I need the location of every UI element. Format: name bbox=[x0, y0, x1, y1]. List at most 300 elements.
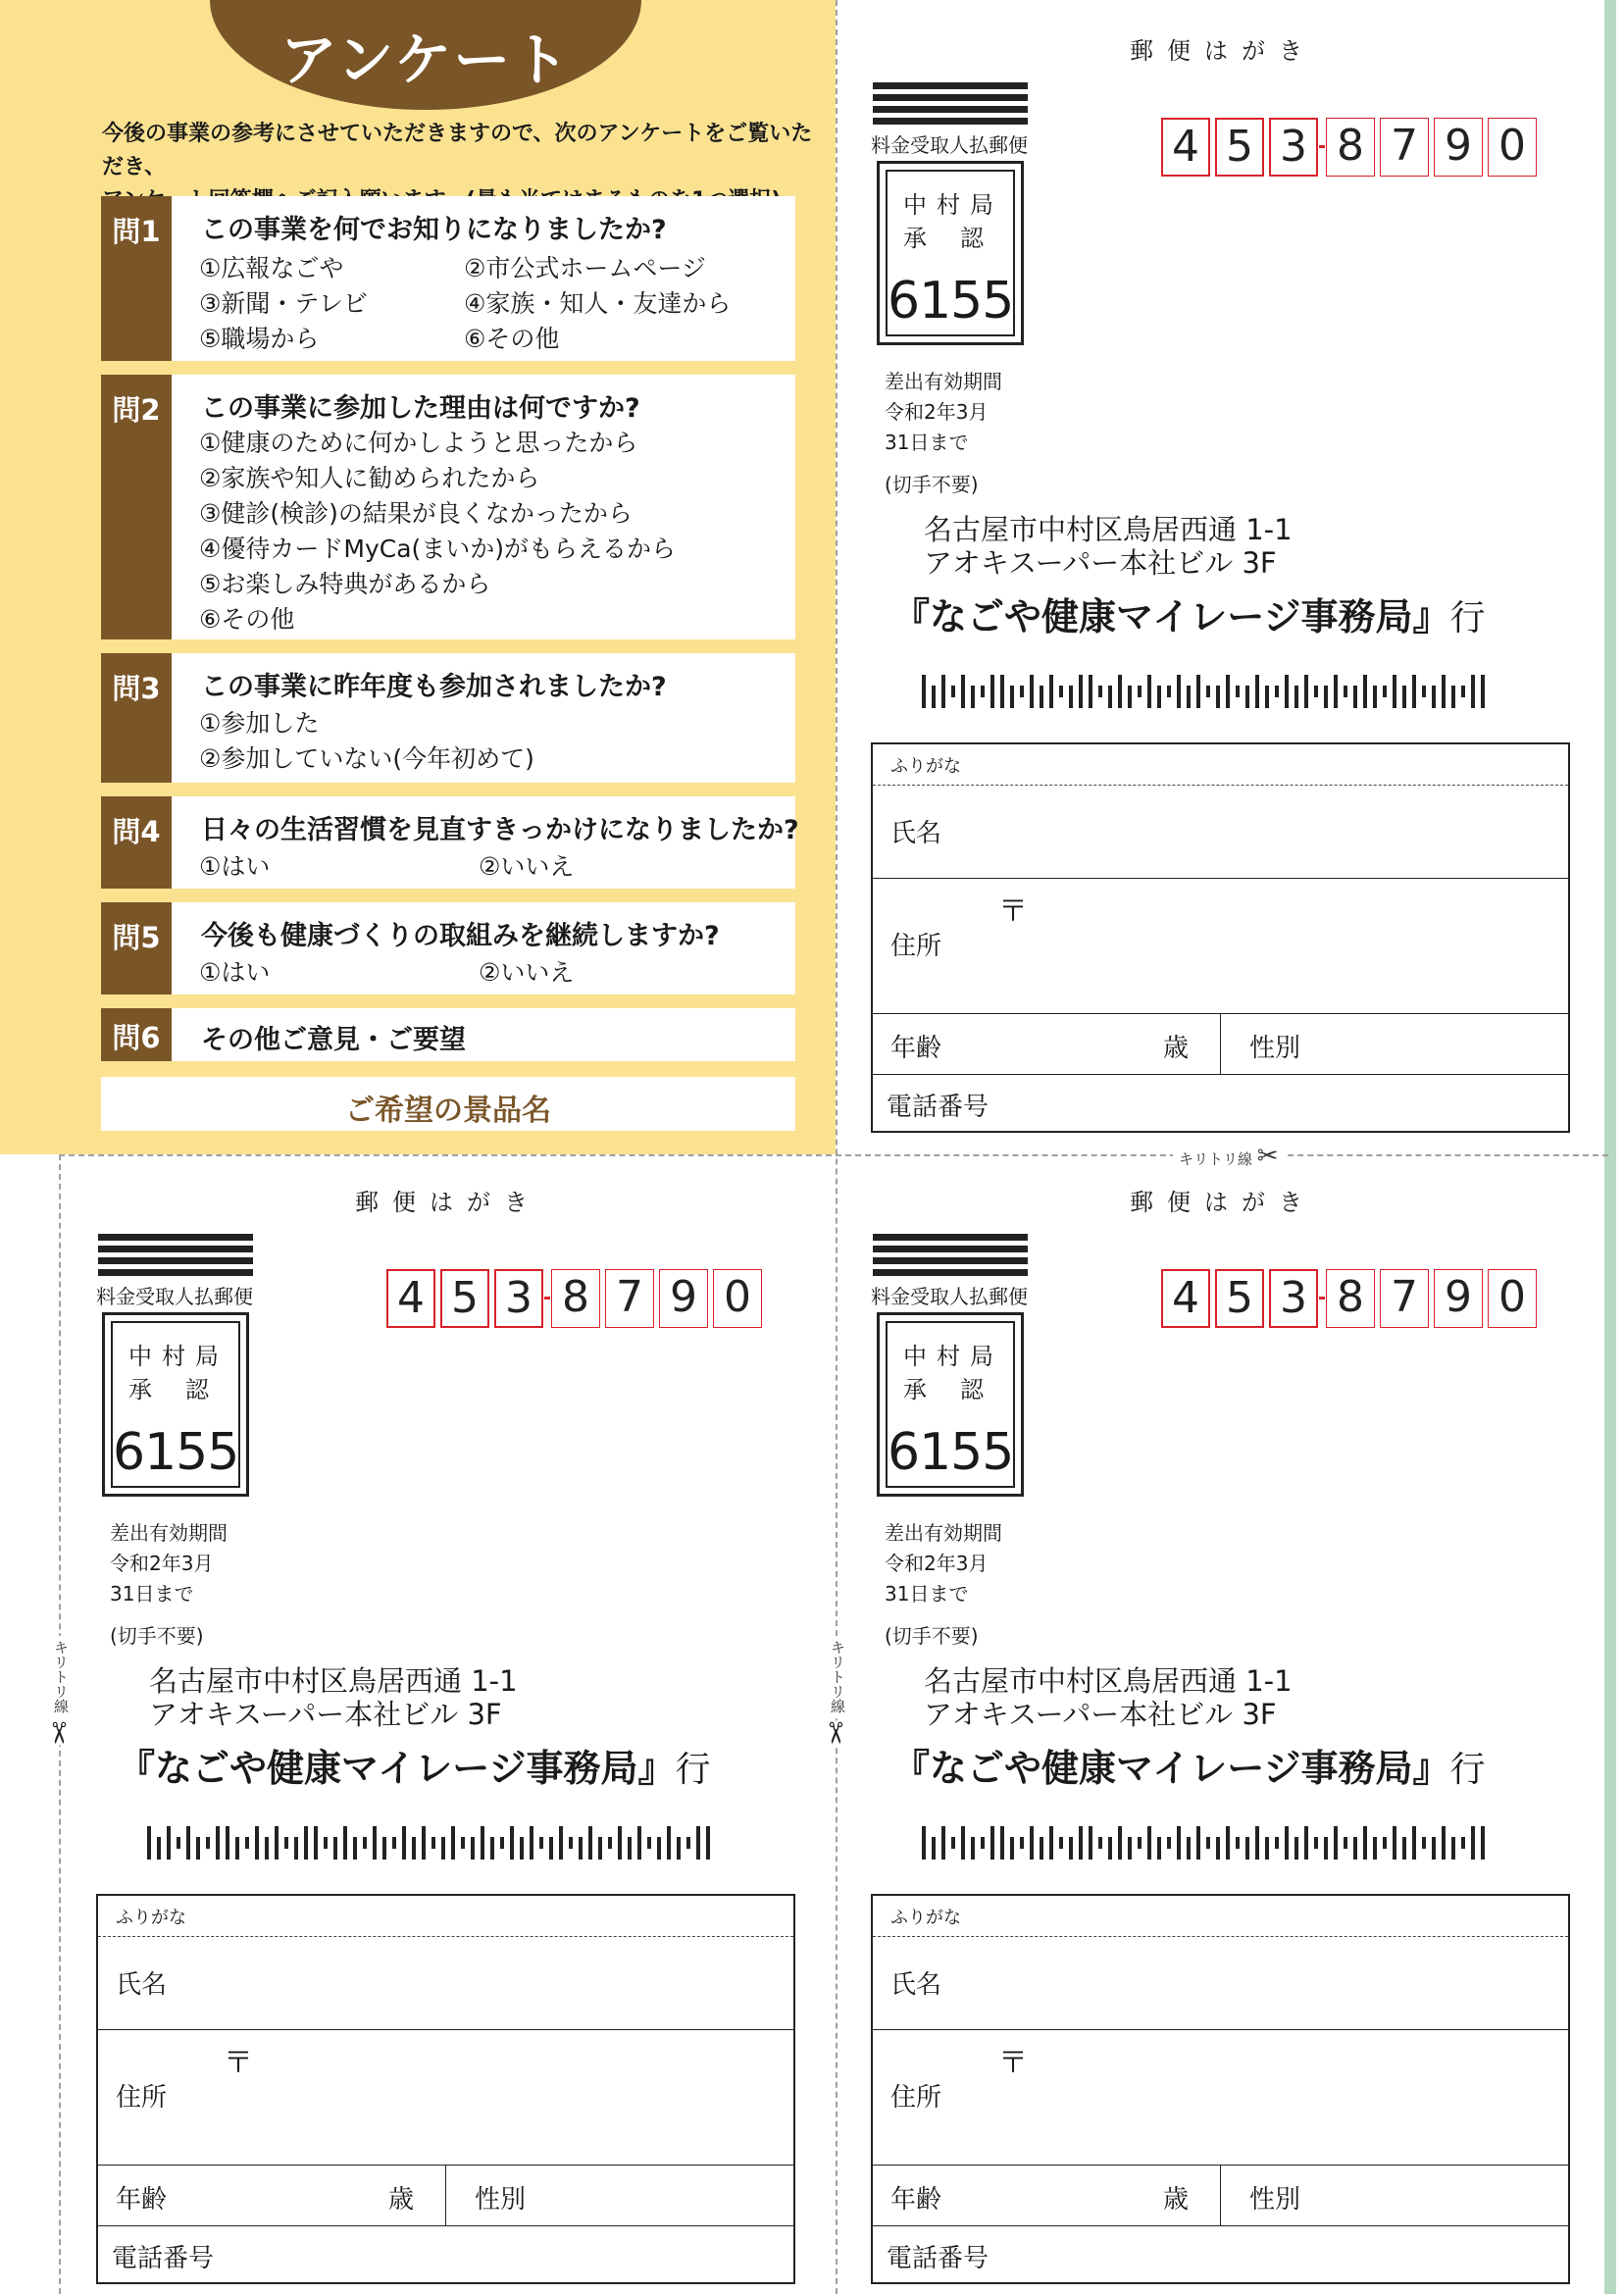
address-field[interactable] bbox=[98, 2029, 793, 2165]
barcode-bar bbox=[1128, 1837, 1132, 1860]
barcode-bar bbox=[1383, 686, 1387, 697]
barcode-bar bbox=[353, 1837, 357, 1860]
question-option: ②参加していない(今年初めて) bbox=[199, 744, 534, 773]
recipient-address-line: 名古屋市中村区鳥居西通 1-1 bbox=[924, 513, 1293, 546]
barcode-bar bbox=[932, 686, 936, 708]
barcode-bar bbox=[1167, 686, 1171, 697]
validity-line: 差出有効期間 bbox=[885, 370, 1002, 393]
zip-digit: 7 bbox=[605, 1269, 654, 1328]
barcode-bar bbox=[265, 1837, 269, 1860]
barcode-bar bbox=[1206, 686, 1210, 697]
question-number: 問6 bbox=[112, 1021, 161, 1054]
name-field[interactable] bbox=[98, 1937, 793, 2027]
barcode-bar bbox=[1373, 1837, 1377, 1860]
barcode-bar bbox=[1324, 1837, 1328, 1860]
address-field[interactable] bbox=[873, 2029, 1568, 2165]
question-tab bbox=[101, 196, 172, 361]
recipient-suffix: 行 bbox=[1449, 1750, 1486, 1790]
question-tab bbox=[101, 375, 172, 639]
barcode-bar bbox=[628, 1837, 632, 1860]
barcode-bar bbox=[608, 1837, 612, 1849]
cut-line-label-text: キリトリ線 bbox=[1179, 1150, 1253, 1168]
barcode-bar bbox=[481, 1826, 484, 1860]
barcode-bar bbox=[294, 1837, 298, 1860]
barcode-bar bbox=[1265, 686, 1269, 708]
barcode-bar bbox=[471, 1837, 475, 1860]
approval-stamp-inner bbox=[886, 170, 1015, 336]
question-option: ④優待カードMyCa(まいか)がもらえるから bbox=[199, 535, 677, 563]
postal-bars bbox=[873, 1234, 1028, 1281]
barcode-bar bbox=[530, 1826, 533, 1860]
question-option: ②いいえ bbox=[479, 852, 575, 881]
approval-stamp-inner bbox=[886, 1321, 1015, 1488]
age-field[interactable] bbox=[98, 2166, 445, 2226]
barcode-bar bbox=[1402, 1837, 1406, 1860]
approval-stamp-inner bbox=[111, 1321, 240, 1488]
zip-digit: 7 bbox=[1380, 118, 1429, 177]
question-option: ②市公式ホームページ bbox=[464, 254, 706, 282]
zip-digit: 8 bbox=[1326, 1269, 1375, 1328]
phone-field[interactable] bbox=[98, 2225, 793, 2284]
scissors-icon: ✂ bbox=[1256, 1142, 1279, 1171]
zip-digit: 9 bbox=[1434, 1269, 1483, 1328]
zip-digit: 5 bbox=[1215, 1269, 1264, 1328]
zip-digit: 4 bbox=[1161, 1269, 1210, 1328]
age-unit: 歳 bbox=[388, 2185, 415, 2215]
age-unit: 歳 bbox=[1163, 1034, 1190, 1063]
name-label: 氏名 bbox=[890, 819, 942, 848]
barcode-bar bbox=[647, 1837, 651, 1849]
barcode-bar bbox=[510, 1826, 514, 1860]
question-tab bbox=[101, 796, 172, 889]
barcode-bar bbox=[255, 1826, 259, 1860]
barcode-bar bbox=[275, 1826, 279, 1860]
question-1 bbox=[101, 196, 795, 361]
barcode-bar bbox=[402, 1826, 406, 1860]
name-label: 氏名 bbox=[116, 1970, 168, 2000]
barcode-bar bbox=[1216, 686, 1220, 708]
barcode-bar bbox=[206, 1837, 210, 1849]
barcode-bar bbox=[304, 1826, 308, 1860]
question-option: ⑤職場から bbox=[199, 325, 320, 353]
barcode-bar bbox=[373, 1826, 377, 1860]
stamp-number: 6155 bbox=[113, 1423, 239, 1482]
barcode-bar bbox=[696, 1826, 700, 1860]
barcode-bar bbox=[1079, 675, 1083, 708]
barcode-bar bbox=[1089, 675, 1092, 708]
barcode-bar bbox=[922, 1826, 926, 1860]
wish-prize-label: ご希望の景品名 bbox=[345, 1094, 551, 1128]
barcode-bar bbox=[1000, 1826, 1004, 1860]
customer-barcode bbox=[147, 1826, 726, 1860]
barcode-bar bbox=[1412, 1826, 1416, 1860]
validity-line: 令和2年3月 bbox=[885, 1552, 989, 1575]
zip-digit: 9 bbox=[1434, 118, 1483, 177]
recipient-name-text: 『なごや健康マイレージ事務局』 bbox=[118, 1747, 676, 1790]
wish-prize-field[interactable] bbox=[101, 1077, 795, 1131]
question-text: 日々の生活習慣を見直すきっかけになりましたか? bbox=[201, 815, 799, 845]
barcode-bar bbox=[981, 1837, 985, 1849]
postcard-title: 郵便はがき bbox=[1130, 1189, 1316, 1216]
barcode-bar bbox=[1255, 1826, 1259, 1860]
zip-digit: 8 bbox=[551, 1269, 600, 1328]
question-option: ⑥その他 bbox=[464, 325, 560, 353]
gender-field[interactable] bbox=[1222, 1014, 1568, 1075]
barcode-bar bbox=[1226, 1826, 1230, 1860]
barcode-bar bbox=[1040, 1837, 1043, 1860]
barcode-bar bbox=[1373, 686, 1377, 708]
barcode-bar bbox=[1196, 1826, 1200, 1860]
question-tab bbox=[101, 1008, 172, 1061]
barcode-bar bbox=[1245, 686, 1249, 708]
barcode-bar bbox=[1216, 1837, 1220, 1860]
validity-line: 31日まで bbox=[885, 1582, 969, 1606]
question-option: ②家族や知人に勧められたから bbox=[199, 464, 540, 492]
barcode-bar bbox=[1324, 686, 1328, 708]
stamp-number: 6155 bbox=[888, 272, 1014, 331]
barcode-bar bbox=[1304, 675, 1308, 708]
postcard-title: 郵便はがき bbox=[1130, 37, 1316, 65]
customer-barcode bbox=[922, 675, 1500, 708]
postal-mark: 〒 bbox=[998, 894, 1028, 929]
barcode-bar bbox=[1098, 686, 1102, 697]
barcode-bar bbox=[588, 1826, 592, 1860]
barcode-bar bbox=[677, 1837, 681, 1860]
barcode-bar bbox=[451, 1826, 455, 1860]
barcode-bar bbox=[343, 1826, 347, 1860]
question-option: ②いいえ bbox=[479, 958, 575, 987]
no-stamp-note: (切手不要) bbox=[885, 473, 979, 496]
barcode-bar bbox=[1353, 686, 1357, 708]
barcode-bar bbox=[1069, 686, 1073, 708]
age-label: 年齢 bbox=[890, 2185, 942, 2215]
postcard-bottom-left bbox=[80, 1163, 855, 2291]
barcode-bar bbox=[1451, 686, 1455, 708]
barcode-bar bbox=[951, 686, 955, 697]
age-label: 年齢 bbox=[890, 1034, 942, 1063]
zip-dash bbox=[544, 1297, 550, 1300]
barcode-bar bbox=[392, 1837, 396, 1849]
question-6 bbox=[101, 1008, 795, 1061]
barcode-bar bbox=[1344, 1837, 1347, 1849]
barcode-bar bbox=[961, 1826, 965, 1860]
barcode-bar bbox=[1000, 675, 1004, 708]
barcode-bar bbox=[1461, 1837, 1465, 1849]
validity-period bbox=[110, 1518, 228, 1609]
address-label: 住所 bbox=[890, 932, 942, 961]
barcode-bar bbox=[1393, 1826, 1396, 1860]
barcode-bar bbox=[1285, 675, 1289, 708]
validity-line: 31日まで bbox=[110, 1582, 194, 1606]
barcode-bar bbox=[1442, 675, 1446, 708]
recipient-address-line: アオキスーパー本社ビル 3F bbox=[149, 1698, 502, 1731]
age-gender-row bbox=[873, 1013, 1568, 1074]
address-label: 住所 bbox=[890, 2083, 942, 2113]
recipient-address-line: アオキスーパー本社ビル 3F bbox=[924, 1698, 1277, 1731]
sender-form bbox=[871, 1894, 1570, 2284]
barcode-bar bbox=[1167, 1837, 1171, 1849]
barcode-bar bbox=[1402, 686, 1406, 708]
barcode-bar bbox=[177, 1837, 180, 1849]
barcode-bar bbox=[520, 1837, 524, 1860]
barcode-bar bbox=[1334, 1826, 1338, 1860]
barcode-bar bbox=[333, 1837, 337, 1860]
barcode-bar bbox=[1147, 1826, 1151, 1860]
phone-label: 電話番号 bbox=[887, 2244, 990, 2273]
phone-field[interactable] bbox=[873, 1074, 1568, 1133]
age-gender-divider bbox=[445, 2166, 446, 2225]
fee-label: 料金受取人払郵便 bbox=[96, 1285, 253, 1308]
barcode-bar bbox=[431, 1837, 435, 1849]
postcard-top-right bbox=[855, 12, 1624, 1140]
barcode-bar bbox=[598, 1837, 602, 1860]
barcode-bar bbox=[1481, 1826, 1485, 1860]
gender-field[interactable] bbox=[447, 2166, 793, 2226]
barcode-bar bbox=[1049, 675, 1053, 708]
barcode-bar bbox=[1314, 686, 1318, 697]
furigana-label: ふりがな bbox=[116, 1908, 186, 1928]
barcode-bar bbox=[1020, 1837, 1024, 1849]
barcode-bar bbox=[1118, 675, 1122, 708]
validity-line: 差出有効期間 bbox=[885, 1521, 1002, 1545]
zip-digit: 9 bbox=[659, 1269, 708, 1328]
barcode-bar bbox=[284, 1837, 288, 1849]
barcode-bar bbox=[941, 675, 945, 708]
recipient-address-line: アオキスーパー本社ビル 3F bbox=[924, 546, 1277, 580]
zip-digit: 0 bbox=[713, 1269, 762, 1328]
age-label: 年齢 bbox=[116, 2185, 168, 2215]
postcard-bottom-right bbox=[855, 1163, 1624, 2291]
gender-field[interactable] bbox=[1222, 2166, 1568, 2226]
barcode-bar bbox=[1059, 686, 1063, 697]
zip-digit: 3 bbox=[1269, 118, 1318, 177]
barcode-bar bbox=[1187, 1837, 1191, 1860]
postcard-title: 郵便はがき bbox=[355, 1189, 541, 1216]
age-unit: 歳 bbox=[1163, 2185, 1190, 2215]
gender-label: 性別 bbox=[1249, 2185, 1301, 2215]
question-number: 問3 bbox=[112, 672, 161, 705]
barcode-bar bbox=[1157, 686, 1161, 708]
barcode-bar bbox=[657, 1837, 661, 1860]
barcode-bar bbox=[1196, 675, 1200, 708]
barcode-bar bbox=[1098, 1837, 1102, 1849]
recipient-name-text: 『なごや健康マイレージ事務局』 bbox=[892, 595, 1450, 638]
barcode-bar bbox=[461, 1837, 465, 1849]
furigana-label: ふりがな bbox=[890, 756, 961, 777]
scissors-icon: ✂ bbox=[40, 1720, 76, 1746]
barcode-bar bbox=[147, 1826, 151, 1860]
barcode-bar bbox=[1069, 1837, 1073, 1860]
barcode-bar bbox=[1294, 1837, 1298, 1860]
barcode-bar bbox=[196, 1837, 200, 1860]
zip-digit: 8 bbox=[1326, 118, 1375, 177]
barcode-bar bbox=[1010, 1837, 1014, 1860]
question-text: その他ご意見・ご要望 bbox=[201, 1025, 466, 1055]
cut-line-label-vertical: キリトリ線 bbox=[828, 1636, 848, 1717]
barcode-bar bbox=[951, 1837, 955, 1849]
age-field[interactable] bbox=[873, 2166, 1220, 2226]
barcode-bar bbox=[1363, 675, 1367, 708]
barcode-bar bbox=[412, 1837, 416, 1860]
survey-intro-line: 今後の事業の参考にさせていただきますので、次のアンケートをご覧いただき、 bbox=[102, 122, 813, 179]
barcode-bar bbox=[314, 1826, 318, 1860]
question-option: ④家族・知人・友達から bbox=[464, 289, 732, 318]
barcode-bar bbox=[1344, 686, 1347, 697]
barcode-bar bbox=[1471, 1826, 1475, 1860]
question-5 bbox=[101, 902, 795, 994]
fee-label: 料金受取人払郵便 bbox=[871, 1285, 1028, 1308]
customer-barcode bbox=[922, 1826, 1500, 1860]
survey-title-banner bbox=[210, 0, 641, 110]
question-option: ③新聞・テレビ bbox=[199, 289, 368, 318]
age-gender-divider bbox=[1220, 1014, 1221, 1074]
furigana-label: ふりがな bbox=[890, 1908, 961, 1928]
barcode-bar bbox=[1275, 686, 1279, 697]
question-option: ①はい bbox=[199, 958, 271, 987]
zip-digit: 7 bbox=[1380, 1269, 1429, 1328]
age-gender-row bbox=[98, 2165, 793, 2225]
recipient-suffix: 行 bbox=[1449, 598, 1486, 638]
barcode-bar bbox=[235, 1837, 239, 1860]
address-field[interactable] bbox=[873, 878, 1568, 1013]
barcode-bar bbox=[1059, 1837, 1063, 1849]
cut-line-label-vertical: キリトリ線 bbox=[51, 1636, 72, 1717]
barcode-bar bbox=[667, 1826, 671, 1860]
question-number: 問5 bbox=[112, 921, 161, 954]
barcode-bar bbox=[1422, 686, 1426, 697]
barcode-bar bbox=[686, 1837, 690, 1849]
question-option: ①広報なごや bbox=[199, 254, 344, 282]
barcode-bar bbox=[226, 1826, 229, 1860]
recipient-address-line: 名古屋市中村区鳥居西通 1-1 bbox=[924, 1664, 1293, 1698]
phone-field[interactable] bbox=[873, 2225, 1568, 2284]
question-text: この事業を何でお知りになりましたか? bbox=[201, 215, 667, 245]
gender-label: 性別 bbox=[475, 2185, 527, 2215]
barcode-bar bbox=[559, 1826, 563, 1860]
barcode-bar bbox=[1187, 686, 1191, 708]
recipient-name bbox=[892, 1738, 1486, 1792]
age-gender-divider bbox=[1220, 2166, 1221, 2225]
approval-stamp bbox=[877, 161, 1024, 345]
sender-form bbox=[96, 1894, 795, 2284]
barcode-bar bbox=[1226, 675, 1230, 708]
postal-bars bbox=[873, 82, 1028, 129]
question-option: ①健康のために何かしようと思ったから bbox=[199, 429, 638, 457]
barcode-bar bbox=[1432, 1837, 1436, 1860]
question-option: ⑥その他 bbox=[199, 605, 295, 634]
question-text: この事業に昨年度も参加されましたか? bbox=[201, 672, 667, 702]
question-number: 問1 bbox=[112, 215, 161, 248]
stamp-approve: 承認 bbox=[903, 225, 1017, 252]
stamp-office: 中村局 bbox=[128, 1343, 228, 1370]
barcode-bar bbox=[1353, 1837, 1357, 1860]
barcode-bar bbox=[1138, 686, 1142, 697]
postal-mark: 〒 bbox=[224, 2046, 253, 2080]
barcode-bar bbox=[422, 1826, 426, 1860]
name-field[interactable] bbox=[873, 1937, 1568, 2027]
no-stamp-note: (切手不要) bbox=[885, 1624, 979, 1648]
barcode-bar bbox=[1040, 686, 1043, 708]
barcode-bar bbox=[706, 1826, 710, 1860]
barcode-bar bbox=[637, 1826, 641, 1860]
recipient-name bbox=[118, 1738, 711, 1792]
no-stamp-note: (切手不要) bbox=[110, 1624, 204, 1648]
postal-mark: 〒 bbox=[998, 2046, 1028, 2080]
sender-form bbox=[871, 742, 1570, 1133]
question-number: 問4 bbox=[112, 815, 161, 848]
barcode-bar bbox=[1304, 1826, 1308, 1860]
zip-dash bbox=[1319, 145, 1325, 148]
validity-line: 差出有効期間 bbox=[110, 1521, 228, 1545]
question-tab bbox=[101, 902, 172, 994]
recipient-name bbox=[892, 586, 1486, 640]
question-option: ⑤お楽しみ特典があるから bbox=[199, 570, 491, 598]
zip-digit: 3 bbox=[494, 1269, 543, 1328]
age-field[interactable] bbox=[873, 1014, 1220, 1075]
barcode-bar bbox=[1481, 675, 1485, 708]
validity-line: 令和2年3月 bbox=[110, 1552, 214, 1575]
validity-period bbox=[885, 367, 1002, 458]
barcode-bar bbox=[1393, 675, 1396, 708]
survey-panel bbox=[0, 0, 836, 1154]
validity-line: 31日まで bbox=[885, 431, 969, 454]
barcode-bar bbox=[363, 1837, 367, 1849]
barcode-bar bbox=[1206, 1837, 1210, 1849]
barcode-bar bbox=[1275, 1837, 1279, 1849]
barcode-bar bbox=[1451, 1837, 1455, 1860]
name-field[interactable] bbox=[873, 786, 1568, 876]
fee-label: 料金受取人払郵便 bbox=[871, 133, 1028, 157]
cut-line-horizontal bbox=[59, 1154, 1608, 1156]
survey-title: アンケート bbox=[279, 26, 572, 93]
barcode-bar bbox=[932, 1837, 936, 1860]
barcode-bar bbox=[1128, 686, 1132, 708]
question-text: 今後も健康づくりの取組みを継続しますか? bbox=[201, 921, 720, 951]
barcode-bar bbox=[1442, 1826, 1446, 1860]
barcode-bar bbox=[990, 675, 994, 708]
barcode-bar bbox=[941, 1826, 945, 1860]
barcode-bar bbox=[1020, 686, 1024, 697]
barcode-bar bbox=[1010, 686, 1014, 708]
postal-bars bbox=[98, 1234, 253, 1281]
barcode-bar bbox=[1461, 686, 1465, 697]
barcode-bar bbox=[186, 1826, 190, 1860]
question-4 bbox=[101, 796, 799, 889]
barcode-bar bbox=[1265, 1837, 1269, 1860]
barcode-bar bbox=[245, 1837, 249, 1849]
barcode-bar bbox=[981, 686, 985, 697]
stamp-approve: 承認 bbox=[903, 1376, 1017, 1403]
barcode-bar bbox=[1030, 675, 1034, 708]
phone-label: 電話番号 bbox=[112, 2244, 215, 2273]
question-number: 問2 bbox=[112, 393, 161, 427]
barcode-bar bbox=[618, 1826, 622, 1860]
barcode-bar bbox=[382, 1837, 386, 1860]
barcode-bar bbox=[1294, 686, 1298, 708]
recipient-address-line: 名古屋市中村区鳥居西通 1-1 bbox=[149, 1664, 518, 1698]
barcode-bar bbox=[1108, 686, 1112, 708]
question-option: ①参加した bbox=[199, 709, 320, 738]
gender-label: 性別 bbox=[1249, 1034, 1301, 1063]
barcode-bar bbox=[961, 675, 965, 708]
stamp-office: 中村局 bbox=[903, 1343, 1003, 1370]
barcode-bar bbox=[1108, 1837, 1112, 1860]
zip-digit: 4 bbox=[1161, 118, 1210, 177]
barcode-bar bbox=[1118, 1826, 1122, 1860]
barcode-bar bbox=[1334, 675, 1338, 708]
barcode-bar bbox=[1079, 1826, 1083, 1860]
barcode-bar bbox=[1285, 1826, 1289, 1860]
